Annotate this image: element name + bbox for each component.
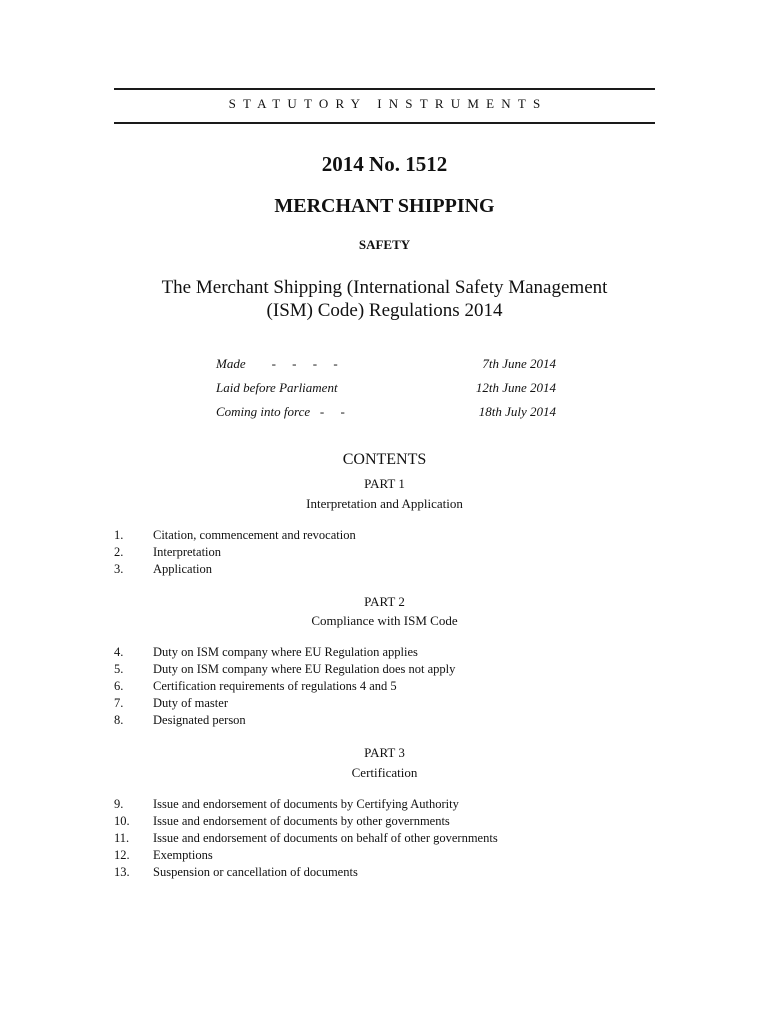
date-row-laid bbox=[216, 380, 556, 398]
date-label: Laid before Parliament bbox=[216, 380, 338, 395]
part-1-heading: PART 1 bbox=[364, 476, 405, 491]
title-line-1: The Merchant Shipping (International Safety Management bbox=[161, 277, 608, 298]
toc-item[interactable] bbox=[114, 797, 655, 814]
toc-text: Duty of master bbox=[153, 696, 228, 710]
toc-item[interactable] bbox=[114, 679, 655, 696]
date-row-coming-into-force bbox=[216, 404, 556, 422]
instrument-title bbox=[114, 276, 655, 322]
toc-text: Suspension or cancellation of documents bbox=[153, 865, 358, 879]
toc-text: Certification requirements of regulations 4 and 5 bbox=[153, 679, 397, 693]
toc-item[interactable] bbox=[114, 713, 655, 730]
toc-text: Application bbox=[153, 562, 213, 576]
date-row-made bbox=[216, 356, 556, 374]
toc-item[interactable] bbox=[114, 662, 655, 679]
date-label: Made - - - - bbox=[216, 356, 338, 371]
title-line-2: (ISM) Code) Regulations 2014 bbox=[266, 300, 503, 321]
contents-heading: CONTENTS bbox=[342, 451, 427, 468]
toc-item[interactable] bbox=[114, 814, 655, 831]
toc-text: Issue and endorsement of documents by Certifying Authority bbox=[153, 797, 459, 811]
toc-number: 8. bbox=[114, 713, 124, 727]
instrument-number: 2014 No. 1512 bbox=[321, 152, 448, 176]
toc-number: 5. bbox=[114, 662, 124, 676]
part-3-subheading: Certification bbox=[351, 765, 418, 780]
toc-item[interactable] bbox=[114, 545, 655, 562]
header-bottom-rule bbox=[114, 122, 655, 124]
toc-number: 9. bbox=[114, 797, 124, 811]
toc-text: Duty on ISM company where EU Regulation applies bbox=[153, 645, 418, 659]
toc-number: 12. bbox=[114, 848, 130, 862]
toc-text: Exemptions bbox=[153, 848, 213, 862]
toc-text: Issue and endorsement of documents on behalf of other governments bbox=[153, 831, 498, 845]
date-label: Coming into force - - bbox=[216, 404, 345, 419]
toc-text: Duty on ISM company where EU Regulation does not apply bbox=[153, 662, 456, 676]
toc-text: Designated person bbox=[153, 713, 246, 727]
toc-item[interactable] bbox=[114, 696, 655, 713]
toc-text: Citation, commencement and revocation bbox=[153, 528, 356, 542]
toc-number: 13. bbox=[114, 865, 130, 879]
toc-number: 10. bbox=[114, 814, 130, 828]
subject-heading: MERCHANT SHIPPING bbox=[274, 195, 495, 217]
toc-item[interactable] bbox=[114, 831, 655, 848]
toc-item[interactable] bbox=[114, 528, 655, 545]
toc-number: 3. bbox=[114, 562, 124, 576]
toc-number: 7. bbox=[114, 696, 124, 710]
toc-number: 6. bbox=[114, 679, 124, 693]
toc-number: 4. bbox=[114, 645, 124, 659]
part-2-heading: PART 2 bbox=[364, 594, 405, 609]
toc-text: Interpretation bbox=[153, 545, 222, 559]
date-value: 7th June 2014 bbox=[482, 356, 556, 371]
date-value: 18th July 2014 bbox=[478, 404, 556, 419]
part-1-subheading: Interpretation and Application bbox=[306, 496, 463, 511]
toc-number: 2. bbox=[114, 545, 124, 559]
date-value: 12th June 2014 bbox=[475, 380, 556, 395]
subsubject-heading: SAFETY bbox=[358, 237, 411, 252]
series-heading: STATUTORY INSTRUMENTS bbox=[228, 96, 548, 111]
toc-text: Issue and endorsement of documents by other governments bbox=[153, 814, 450, 828]
toc-item[interactable] bbox=[114, 645, 655, 662]
part-2-subheading: Compliance with ISM Code bbox=[311, 613, 458, 628]
header-top-rule bbox=[114, 88, 655, 90]
toc-item[interactable] bbox=[114, 865, 655, 882]
toc-number: 1. bbox=[114, 528, 124, 542]
part-3-heading: PART 3 bbox=[364, 745, 405, 760]
toc-item[interactable] bbox=[114, 848, 655, 865]
toc-number: 11. bbox=[114, 831, 130, 845]
toc-item[interactable] bbox=[114, 562, 655, 579]
